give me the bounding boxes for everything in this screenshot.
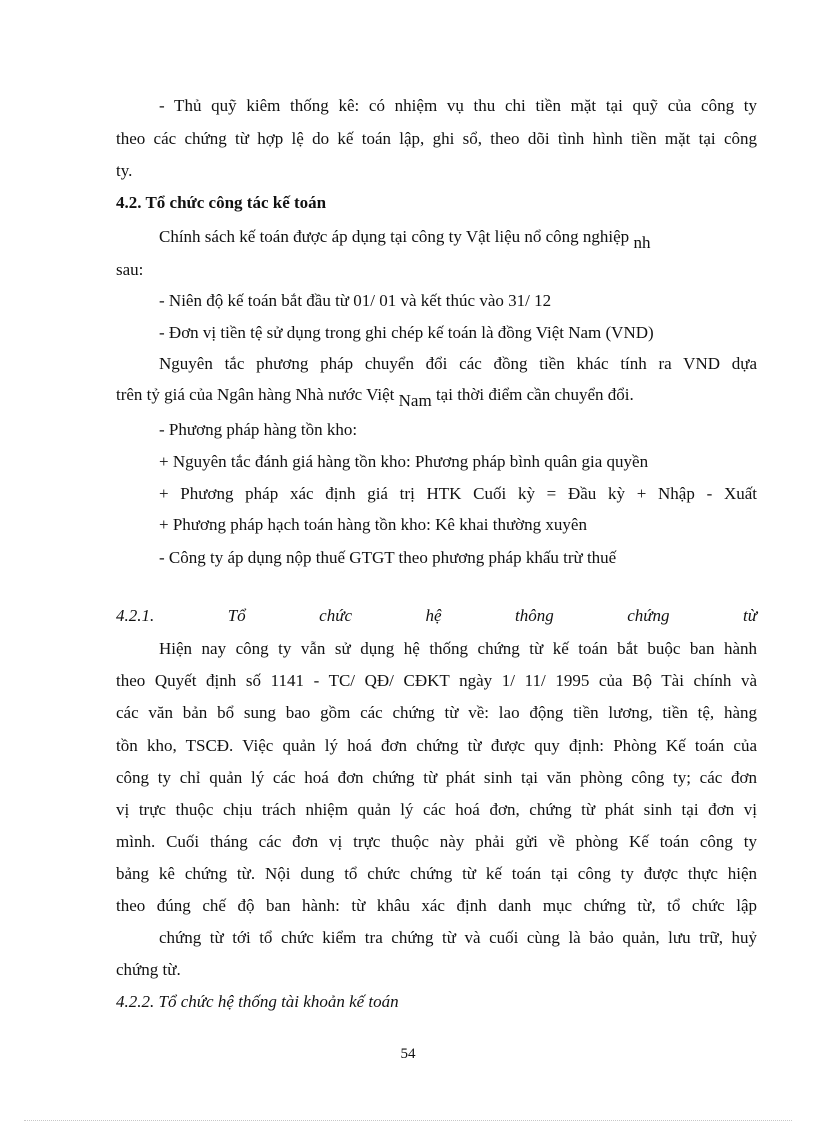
text-line: trên tỷ giá của Ngân hàng Nhà nước Việt Nam tại thời điểm cần chuyển đổi. bbox=[116, 385, 634, 410]
text-line: + Phương pháp xác định giá trị HTK Cuối kỳ = Đầu kỳ + Nhập - Xuất bbox=[159, 484, 757, 503]
text-line: tồn kho, TSCĐ. Việc quản lý hoá đơn chứng từ được quy định: Phòng Kế toán của bbox=[116, 736, 757, 755]
text-line: các văn bản bổ sung bao gồm các chứng từ về: lao động tiền lương, tiền tệ, hàng bbox=[116, 703, 757, 722]
text-line: vị trực thuộc chịu trách nhiệm quản lý các hoá đơn, chứng từ phát sinh tại đơn vị bbox=[116, 800, 757, 819]
text-line: Chính sách kế toán được áp dụng tại công ty Vật liệu nổ công nghiệp nh bbox=[159, 227, 651, 252]
text-line: ty. bbox=[116, 161, 133, 180]
text-line: sau: bbox=[116, 260, 144, 279]
subsection-heading: 4.2.1. Tổ chức hệ thông chứng từ bbox=[116, 606, 757, 625]
text-line: - Công ty áp dụng nộp thuế GTGT theo phương pháp khấu trừ thuế bbox=[159, 548, 617, 567]
page-number: 54 bbox=[400, 1046, 416, 1062]
subsection-heading: 4.2.2. Tổ chức hệ thống tài khoản kế toán bbox=[116, 992, 399, 1011]
text-line: Nguyên tắc phương pháp chuyển đổi các đồng tiền khác tính ra VND dựa bbox=[159, 354, 757, 373]
misplaced-fragment: Nam bbox=[398, 391, 432, 410]
text-line: - Niên độ kế toán bắt đầu từ 01/ 01 và kết thúc vào 31/ 12 bbox=[159, 291, 552, 310]
text-line: bảng kê chứng từ. Nội dung tổ chức chứng từ kế toán tại công ty được thực hiện bbox=[116, 864, 757, 883]
text-line: - Phương pháp hàng tồn kho: bbox=[159, 420, 358, 439]
text-line: Hiện nay công ty vẫn sử dụng hệ thống chứng từ kế toán bắt buộc ban hành bbox=[159, 639, 757, 658]
misplaced-fragment: nh bbox=[633, 233, 651, 252]
text-line: công ty chỉ quản lý các hoá đơn chứng từ phát sinh tại văn phòng công ty; các đơn bbox=[116, 768, 757, 787]
text-line: theo các chứng từ hợp lệ do kế toán lập, ghi sổ, theo dõi tình hình tiền mặt tại công bbox=[116, 129, 757, 148]
text-line: chứng từ tới tổ chức kiểm tra chứng từ và cuối cùng là bảo quản, lưu trữ, huỷ bbox=[159, 928, 757, 947]
text-line: theo Quyết định số 1141 - TC/ QĐ/ CĐKT ngày 1/ 11/ 1995 của Bộ Tài chính và bbox=[116, 671, 757, 690]
text-line: + Phương pháp hạch toán hàng tồn kho: Kê khai thường xuyên bbox=[159, 515, 587, 534]
section-heading: 4.2. Tổ chức công tác kế toán bbox=[116, 193, 327, 212]
text-line: mình. Cuối tháng các đơn vị trực thuộc này phải gửi về phòng Kế toán công ty bbox=[116, 832, 757, 851]
text-line: theo đúng chế độ ban hành: từ khâu xác định danh mục chứng từ, tổ chức lập bbox=[116, 896, 757, 915]
text-line: chứng từ. bbox=[116, 960, 181, 979]
page-bottom-divider bbox=[24, 1120, 792, 1121]
text-line: + Nguyên tắc đánh giá hàng tồn kho: Phương pháp bình quân gia quyền bbox=[159, 452, 649, 471]
text-line: - Đơn vị tiền tệ sử dụng trong ghi chép kế toán là đồng Việt Nam (VND) bbox=[159, 323, 654, 342]
text-line: - Thủ quỹ kiêm thống kê: có nhiệm vụ thu chi tiền mặt tại quỹ của công ty bbox=[159, 96, 757, 115]
